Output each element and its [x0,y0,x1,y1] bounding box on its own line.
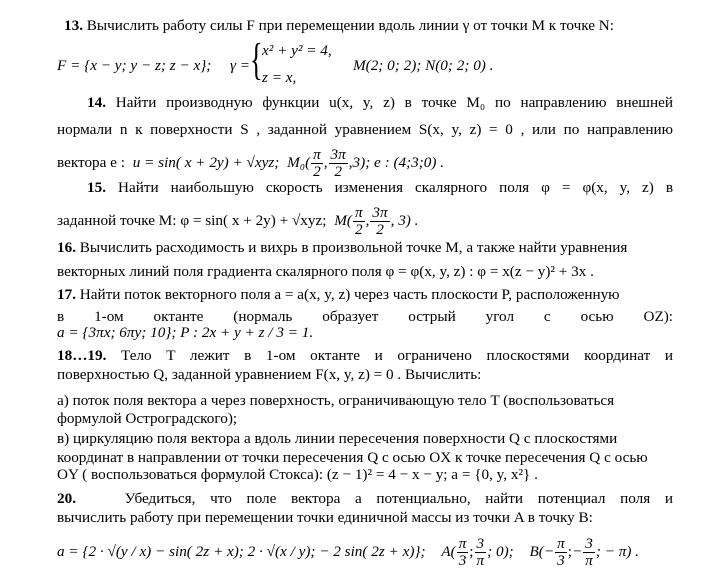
system-brace: { [250,35,263,84]
problem-18-text: Тело T лежит в 1-ом октанте и ограничено плоскостями координат и [121,347,673,364]
problem-14-fraction-2: $\frac{3\pi}{2}$ [330,146,346,180]
problem-16-line-2: векторных линий поля градиента скалярного поля φ = φ(x, y, z) : φ = x(z − y)² + 3x . [57,263,594,280]
problem-13-system-eq2: z = x, [262,69,297,86]
problem-15-point-label: M( [334,211,352,229]
problem-15-function: заданной точке М: φ = sin( x + 2y) + √xyz; [57,211,327,229]
problem-20-b-fraction-1: $\frac{\pi}{3}$ [557,535,565,569]
problem-14-function: u = sin( x + 2y) + √xyz; [132,153,280,171]
problem-20-a-tail: ; 0); [487,542,514,560]
problem-14-vector-label: вектора e : [57,153,125,171]
problem-20-line-1 [57,491,673,506]
problem-13-text: Вычислить работу силы F при перемещении вдоль линии γ от точки М к точке N: [86,17,614,34]
problem-15-fraction-1: $\frac{\pi}{2}$ [354,204,363,238]
problem-14-point-label: M₀( [287,153,311,171]
problem-14-line-2: нормали n к поверхности S , заданной уравнением S(x, y, z) = 0 , или по направлению [57,121,673,138]
problem-18-number: 18…19. [57,347,107,364]
problem-20-number: 20. [57,490,76,507]
problem-20-line-2: вычислить работу при перемещении точки единичной массы из точки A в точку B: [57,509,593,526]
problem-18-part-b-line-1: в) циркуляцию поля вектора a вдоль линии пересечения поверхности Q с плоскостями [57,430,618,447]
problem-14-tail: ,3); e : (4;3;0) . [348,153,445,171]
problem-17-line-3: a = {3πx; 6πy; 10}; P : 2x + y + z / 3 = 1. [57,324,314,341]
problem-15-line-2: заданной точке М: φ = sin( x + 2y) + √xyz; M( $\frac{\pi}{2}$ , $\frac{3\pi}{2}$ , 3) . [57,204,419,238]
problem-18-part-b-line-2: координат в направлении от точки пересечения Q с осью OX к точке пересечения Q с осью [57,449,648,466]
problem-13-number: 13. [64,17,83,34]
problem-17-line-1 [57,287,620,302]
problem-18-part-a-line-2: формулой Остроградского); [57,410,238,427]
problem-14-number: 14. [87,94,106,111]
problem-18-line-2: поверхностью Q, заданной уравнением F(x, y, z) = 0 . Вычислить: [57,366,482,383]
problem-20-point-b: B(− [529,542,555,560]
problem-20-field: a = {2 · √(y / x) − sin( 2z + x); 2 · √(x / y); − 2 sin( 2z + x)}; [57,542,426,560]
problem-20-a-fraction-2: $\frac{3}{\pi}$ [476,535,485,569]
problem-18-line-1 [57,348,673,363]
problem-13-field: F = {x − y; y − z; z − x}; [57,57,212,74]
problem-20-point-a: A( [441,542,456,560]
problem-15-line-1 [57,180,673,195]
problem-13-gamma: γ = [230,57,251,74]
problem-17-text: Найти поток векторного поля a = a(x, y, z) через часть плоскости P, расположенную [79,286,620,303]
problem-20-a-fraction-1: $\frac{\pi}{3}$ [458,535,467,569]
problem-14-line-3: вектора e : u = sin( x + 2y) + √xyz; M₀( $\frac{\pi}{2}$ , $\frac{3\pi}{2}$ ,3); e : (4;3;0) . [57,146,445,180]
problem-16-line-1 [57,240,627,255]
problem-18-part-b-line-3: OY ( воспользоваться формулой Стокса): (z − 1)² = 4 − x − y; a = {0, y, x²} . [57,466,538,483]
problem-13-points: M(2; 0; 2); N(0; 2; 0) . [353,57,494,74]
problem-15-text: Найти наибольшую скорость изменения скалярного поля φ = φ(x, y, z) в [117,179,674,196]
problem-15-fraction-2: $\frac{3\pi}{2}$ [372,204,388,238]
problem-14-line-1 [57,95,673,110]
problem-17-number: 17. [57,286,76,303]
problem-17-line-2: в 1-ом октанте (нормаль образует острый угол с осью OZ): [57,308,673,325]
problem-13-system-eq1: x² + y² = 4, [262,42,332,59]
problem-20-b-fraction-2: $\frac{3}{\pi}$ [585,535,593,569]
problem-16-text: Вычислить расходимость и вихрь в произвольной точке М, а также найти уравнения [79,239,628,256]
problem-15-tail: , 3) . [390,211,419,229]
problem-20-line-3: a = {2 · √(y / x) − sin( 2z + x); 2 · √(x / y); − 2 sin( 2z + x)}; A( $\frac{\pi}{3}$ ; $\frac{3}{\pi}$ ; 0); B(− $\frac{\pi}{3}$ ;− $\frac{3}{\pi}$ ; − π) . [57,535,639,569]
problem-14-fraction-1: $\frac{\pi}{2}$ [313,146,321,180]
problem-16-number: 16. [57,239,76,256]
problem-15-number: 15. [87,179,106,196]
problem-18-part-a-line-1: а) поток поля вектора a через поверхность, ограничивающую тело T (воспользоваться [57,392,615,409]
problem-20-b-tail: ; − π) . [595,542,639,560]
problem-13-statement [64,18,614,33]
problem-14-text: Найти производную функции u(x, y, z) в точке M₀ по направлению внешней [115,94,673,111]
problem-20-text: Убедиться, что поле вектора a потенциально, найти потенциал поля и [124,490,674,507]
